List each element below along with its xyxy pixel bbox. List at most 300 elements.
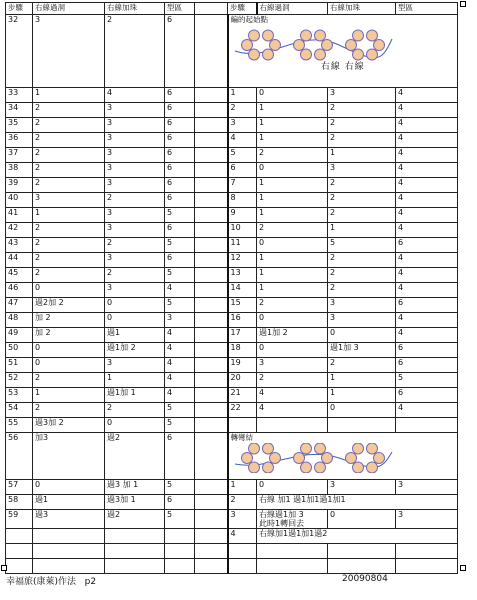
bead xyxy=(300,49,311,60)
table-cell: 2 xyxy=(33,118,105,133)
table-cell xyxy=(195,358,228,373)
table-cell: 2 xyxy=(328,118,396,133)
table-cell: 3 xyxy=(105,208,165,223)
table-cell: 4 xyxy=(396,268,458,283)
table-cell xyxy=(257,510,328,529)
table-cell: 1 xyxy=(257,208,328,223)
bead xyxy=(262,443,273,454)
table-row xyxy=(6,388,458,403)
table-cell xyxy=(105,544,165,559)
column-header: 右線過洞 xyxy=(33,3,105,15)
table-cell: 4 xyxy=(396,328,458,343)
table-cell: 6 xyxy=(165,178,195,193)
table-cell: 2 xyxy=(33,238,105,253)
table-cell: 0 xyxy=(105,313,165,328)
table-cell: 1 xyxy=(328,223,396,238)
table-cell: 3 xyxy=(105,163,165,178)
table-cell: 4 xyxy=(165,373,195,388)
table-cell: 3 xyxy=(328,88,396,103)
table-cell: 48 xyxy=(6,313,33,328)
table-cell: 6 xyxy=(165,495,195,510)
table-cell: 3 xyxy=(328,313,396,328)
table-cell: 1 xyxy=(228,88,257,103)
table-row xyxy=(6,403,458,418)
table-cell xyxy=(257,544,328,559)
table-cell: 1 xyxy=(257,118,328,133)
bead-chain-diagram xyxy=(231,25,396,65)
header-row xyxy=(6,3,458,15)
table-cell: 4 xyxy=(396,283,458,298)
table-cell: 2 xyxy=(33,178,105,193)
column-header: 型區 xyxy=(165,3,195,15)
table-cell: 4 xyxy=(165,388,195,403)
table-cell: 0 xyxy=(257,313,328,328)
table-cell: 49 xyxy=(6,328,33,343)
table-cell: 2 xyxy=(228,495,257,510)
diagram-caption: 右線 右線 xyxy=(320,62,365,72)
table-cell: 8 xyxy=(228,193,257,208)
table-cell: 33 xyxy=(6,88,33,103)
table-cell: 1 xyxy=(228,480,257,495)
column-header: 右線過洞 xyxy=(257,3,328,15)
table-cell: 1 xyxy=(257,103,328,118)
table-cell: 3 xyxy=(105,148,165,163)
table-cell: 5 xyxy=(396,373,458,388)
table-cell: 4 xyxy=(165,358,195,373)
table-cell: 14 xyxy=(228,283,257,298)
bead xyxy=(352,49,363,60)
bead xyxy=(321,40,332,51)
table-cell: 21 xyxy=(228,388,257,403)
table-cell: 56 xyxy=(6,433,33,480)
table-cell: 4 xyxy=(396,163,458,178)
table-cell xyxy=(195,283,228,298)
table-cell: 10 xyxy=(228,223,257,238)
bead xyxy=(366,30,377,41)
table-cell xyxy=(195,148,228,163)
table-cell: 右線加1過1加1過2 xyxy=(257,529,458,544)
table-cell xyxy=(195,223,228,238)
table-cell: 1 xyxy=(33,388,105,403)
table-cell: 3 xyxy=(228,118,257,133)
table-row xyxy=(6,529,458,544)
table-row xyxy=(6,15,458,88)
table-cell: 5 xyxy=(165,480,195,495)
table-cell: 過1 xyxy=(105,328,165,343)
table-row xyxy=(6,268,458,283)
table-cell xyxy=(195,328,228,343)
footer-title-text: 幸福旅(康萊)作法 xyxy=(6,577,77,587)
table-cell: 2 xyxy=(328,268,396,283)
table-cell: 3 xyxy=(105,253,165,268)
table-cell: 6 xyxy=(165,133,195,148)
table-cell: 32 xyxy=(6,15,33,88)
table-row xyxy=(6,433,458,480)
footer-date: 20090804 xyxy=(342,574,388,584)
table-cell: 3 xyxy=(33,193,105,208)
table-cell: 4 xyxy=(165,328,195,343)
bead xyxy=(373,453,384,464)
table-cell: 0 xyxy=(33,480,105,495)
table-cell: 3 xyxy=(165,313,195,328)
table-cell: 2 xyxy=(257,223,328,238)
table-cell xyxy=(195,178,228,193)
table-cell: 2 xyxy=(33,403,105,418)
table-cell: 0 xyxy=(328,403,396,418)
table-row xyxy=(6,103,458,118)
table-cell: 6 xyxy=(165,163,195,178)
table-cell: 13 xyxy=(228,268,257,283)
table-cell xyxy=(195,480,228,495)
table-cell: 2 xyxy=(328,283,396,298)
resize-handle-icon[interactable] xyxy=(1,565,7,571)
table-cell: 過2 xyxy=(105,433,165,480)
table-cell: 6 xyxy=(165,118,195,133)
table-row xyxy=(6,373,458,388)
table-cell: 57 xyxy=(6,480,33,495)
table-cell: 3 xyxy=(105,358,165,373)
table-cell: 2 xyxy=(228,103,257,118)
table-cell: 1 xyxy=(257,178,328,193)
diagram-cell xyxy=(228,433,458,480)
table-cell: 2 xyxy=(328,193,396,208)
table-cell xyxy=(33,529,105,544)
table-cell: 52 xyxy=(6,373,33,388)
table-cell: 2 xyxy=(105,15,165,88)
table-cell: 42 xyxy=(6,223,33,238)
table-cell: 5 xyxy=(228,148,257,163)
table-cell: 2 xyxy=(257,373,328,388)
table-cell: 3 xyxy=(33,15,105,88)
table-row xyxy=(6,328,458,343)
table-cell xyxy=(195,343,228,358)
table-cell: 2 xyxy=(33,148,105,163)
table-cell: 1 xyxy=(257,268,328,283)
table-cell xyxy=(195,253,228,268)
table-row xyxy=(6,133,458,148)
table-cell: 4 xyxy=(228,133,257,148)
table-cell: 9 xyxy=(228,208,257,223)
table-cell: 2 xyxy=(105,238,165,253)
table-cell: 2 xyxy=(328,178,396,193)
table-cell: 2 xyxy=(328,358,396,373)
table-cell: 6 xyxy=(165,433,195,480)
table-cell: 過1加 1 xyxy=(105,388,165,403)
cell-line: 右線過1加 3 xyxy=(259,510,304,519)
table-cell: 右線 加1 過1加1過1加1 xyxy=(257,495,458,510)
table-cell: 1 xyxy=(328,148,396,163)
table-cell: 過3加 1 xyxy=(105,495,165,510)
table-cell: 4 xyxy=(396,313,458,328)
table-cell: 5 xyxy=(165,208,195,223)
table-cell xyxy=(195,418,228,433)
table-cell: 4 xyxy=(257,388,328,403)
table-cell: 過3 加 1 xyxy=(105,480,165,495)
table-cell: 5 xyxy=(165,403,195,418)
table-cell: 0 xyxy=(257,88,328,103)
table-cell xyxy=(195,388,228,403)
bead xyxy=(300,30,311,41)
table-row xyxy=(6,178,458,193)
table-cell: 3 xyxy=(105,223,165,238)
table-row xyxy=(6,238,458,253)
table-cell: 2 xyxy=(105,268,165,283)
table-cell: 46 xyxy=(6,283,33,298)
table-cell: 6 xyxy=(165,253,195,268)
table-cell xyxy=(195,208,228,223)
table-cell: 2 xyxy=(33,373,105,388)
table-cell: 5 xyxy=(165,238,195,253)
table-row xyxy=(6,223,458,238)
table-cell xyxy=(105,529,165,544)
bead xyxy=(262,49,273,60)
table-cell: 0 xyxy=(257,163,328,178)
table-cell xyxy=(195,495,228,510)
table-cell: 35 xyxy=(6,118,33,133)
table-row xyxy=(6,358,458,373)
bead xyxy=(314,30,325,41)
bead xyxy=(300,443,311,454)
table-cell: 2 xyxy=(328,253,396,268)
table-cell: 3 xyxy=(105,103,165,118)
table-cell: 4 xyxy=(396,178,458,193)
bead xyxy=(345,453,356,464)
table-cell: 5 xyxy=(165,268,195,283)
table-cell: 41 xyxy=(6,208,33,223)
diagram-label: 轉彎結 xyxy=(230,433,253,442)
table-cell: 6 xyxy=(228,163,257,178)
bead xyxy=(321,453,332,464)
bead xyxy=(314,462,325,473)
table-cell: 36 xyxy=(6,133,33,148)
bead-chain-diagram xyxy=(231,443,396,473)
table-cell xyxy=(328,544,396,559)
table-cell: 3 xyxy=(328,298,396,313)
table-cell: 34 xyxy=(6,103,33,118)
table-cell: 53 xyxy=(6,388,33,403)
table-cell: 59 xyxy=(6,510,33,529)
table-cell: 4 xyxy=(228,529,257,544)
table-cell xyxy=(195,373,228,388)
table-cell: 19 xyxy=(228,358,257,373)
footer-page: p2 xyxy=(84,577,97,587)
table-cell: 過2加 2 xyxy=(33,298,105,313)
table-cell: 0 xyxy=(257,480,328,495)
table-cell: 5 xyxy=(165,418,195,433)
table-cell: 40 xyxy=(6,193,33,208)
table-cell: 2 xyxy=(33,253,105,268)
table-cell: 過1加 3 xyxy=(328,343,396,358)
table-row xyxy=(6,298,458,313)
table-cell: 4 xyxy=(165,343,195,358)
table-cell: 4 xyxy=(257,403,328,418)
table-cell: 2 xyxy=(33,133,105,148)
table-cell xyxy=(33,544,105,559)
bead xyxy=(314,443,325,454)
table-row xyxy=(6,313,458,328)
table-cell: 39 xyxy=(6,178,33,193)
bead xyxy=(314,49,325,60)
table-cell xyxy=(195,403,228,418)
table-cell: 0 xyxy=(33,343,105,358)
bead xyxy=(366,462,377,473)
table-cell: 5 xyxy=(165,510,195,529)
table-cell: 1 xyxy=(328,388,396,403)
resize-handle-icon[interactable] xyxy=(460,565,466,571)
table-cell: 過3加 2 xyxy=(33,418,105,433)
bead xyxy=(293,40,304,51)
bead xyxy=(248,443,259,454)
table-cell: 4 xyxy=(165,283,195,298)
table-row xyxy=(6,148,458,163)
steps-table xyxy=(5,2,458,574)
table-cell: 0 xyxy=(257,238,328,253)
table-cell: 6 xyxy=(396,388,458,403)
table-cell: 4 xyxy=(396,208,458,223)
table-cell xyxy=(165,529,195,544)
table-cell: 3 xyxy=(328,480,396,495)
table-cell: 2 xyxy=(257,298,328,313)
bead xyxy=(262,30,273,41)
table-cell: 5 xyxy=(165,298,195,313)
table-cell: 加3 xyxy=(33,433,105,480)
column-header: 型區 xyxy=(396,3,458,15)
table-cell: 4 xyxy=(396,118,458,133)
table-cell xyxy=(195,433,228,480)
table-cell xyxy=(6,544,33,559)
table-cell: 6 xyxy=(396,358,458,373)
table-cell: 12 xyxy=(228,253,257,268)
table-cell: 1 xyxy=(257,253,328,268)
bead xyxy=(269,453,280,464)
table-cell: 6 xyxy=(165,88,195,103)
table-cell: 6 xyxy=(165,223,195,238)
table-cell: 2 xyxy=(33,223,105,238)
table-cell: 6 xyxy=(396,298,458,313)
table-cell: 1 xyxy=(257,133,328,148)
table-cell xyxy=(195,544,228,559)
table-cell: 1 xyxy=(257,193,328,208)
table-cell: 1 xyxy=(257,283,328,298)
diagram-cell xyxy=(228,15,458,88)
table-row xyxy=(6,88,458,103)
table-cell: 50 xyxy=(6,343,33,358)
table-cell: 4 xyxy=(396,253,458,268)
column-header: 步驟 xyxy=(6,3,33,15)
bead xyxy=(366,443,377,454)
table-cell: 4 xyxy=(396,193,458,208)
table-cell xyxy=(195,118,228,133)
table-cell: 55 xyxy=(6,418,33,433)
table-row xyxy=(6,283,458,298)
table-cell: 47 xyxy=(6,298,33,313)
table-cell: 6 xyxy=(165,193,195,208)
table-cell: 3 xyxy=(228,510,257,529)
resize-handle-icon[interactable] xyxy=(460,1,466,7)
bead xyxy=(248,462,259,473)
table-cell: 3 xyxy=(105,178,165,193)
bead xyxy=(269,40,280,51)
table-cell: 1 xyxy=(328,373,396,388)
table-cell xyxy=(195,133,228,148)
bead xyxy=(248,30,259,41)
table-cell: 16 xyxy=(228,313,257,328)
table-cell: 45 xyxy=(6,268,33,283)
table-row xyxy=(6,193,458,208)
table-cell: 2 xyxy=(328,103,396,118)
table-cell xyxy=(195,313,228,328)
table-cell: 4 xyxy=(396,103,458,118)
bead xyxy=(366,49,377,60)
table-cell: 過3 xyxy=(33,510,105,529)
table-row xyxy=(6,418,458,433)
table-cell: 43 xyxy=(6,238,33,253)
table-cell: 0 xyxy=(33,358,105,373)
table-cell: 4 xyxy=(396,148,458,163)
table-cell: 4 xyxy=(396,88,458,103)
bead xyxy=(352,443,363,454)
bead xyxy=(352,30,363,41)
table-cell: 11 xyxy=(228,238,257,253)
bead xyxy=(293,453,304,464)
table-cell xyxy=(195,529,228,544)
table-cell xyxy=(195,193,228,208)
table-cell xyxy=(195,238,228,253)
table-cell xyxy=(195,15,228,88)
table-cell: 1 xyxy=(33,88,105,103)
table-cell xyxy=(195,510,228,529)
table-cell: 過1加 2 xyxy=(105,343,165,358)
table-cell: 20 xyxy=(228,373,257,388)
table-cell: 2 xyxy=(105,403,165,418)
table-cell: 3 xyxy=(396,510,458,529)
table-cell: 0 xyxy=(105,298,165,313)
instruction-sheet xyxy=(5,2,457,566)
table-cell: 5 xyxy=(328,238,396,253)
table-cell: 2 xyxy=(33,163,105,178)
header-blank xyxy=(195,3,228,15)
table-cell: 1 xyxy=(33,208,105,223)
table-cell: 15 xyxy=(228,298,257,313)
table-cell: 2 xyxy=(328,133,396,148)
table-cell: 2 xyxy=(257,148,328,163)
table-cell: 58 xyxy=(6,495,33,510)
table-cell: 6 xyxy=(165,15,195,88)
table-cell: 過2 xyxy=(105,510,165,529)
table-cell: 44 xyxy=(6,253,33,268)
table-cell: 4 xyxy=(396,133,458,148)
table-cell: 4 xyxy=(396,403,458,418)
column-header: 右線加珠 xyxy=(105,3,165,15)
table-cell: 2 xyxy=(328,208,396,223)
table-cell xyxy=(228,544,257,559)
table-cell: 6 xyxy=(396,238,458,253)
footer-title xyxy=(6,574,96,587)
table-cell: 3 xyxy=(328,163,396,178)
table-cell xyxy=(6,529,33,544)
diagram-label: 編的起始點 xyxy=(230,15,268,24)
table-cell: 6 xyxy=(165,103,195,118)
bead xyxy=(373,40,384,51)
table-cell: 3 xyxy=(396,480,458,495)
table-cell: 加 2 xyxy=(33,328,105,343)
table-cell: 0 xyxy=(105,418,165,433)
table-row xyxy=(6,208,458,223)
column-header: 步驟 xyxy=(228,3,257,15)
table-cell xyxy=(257,418,328,433)
table-cell xyxy=(396,418,458,433)
table-cell: 0 xyxy=(328,510,396,529)
